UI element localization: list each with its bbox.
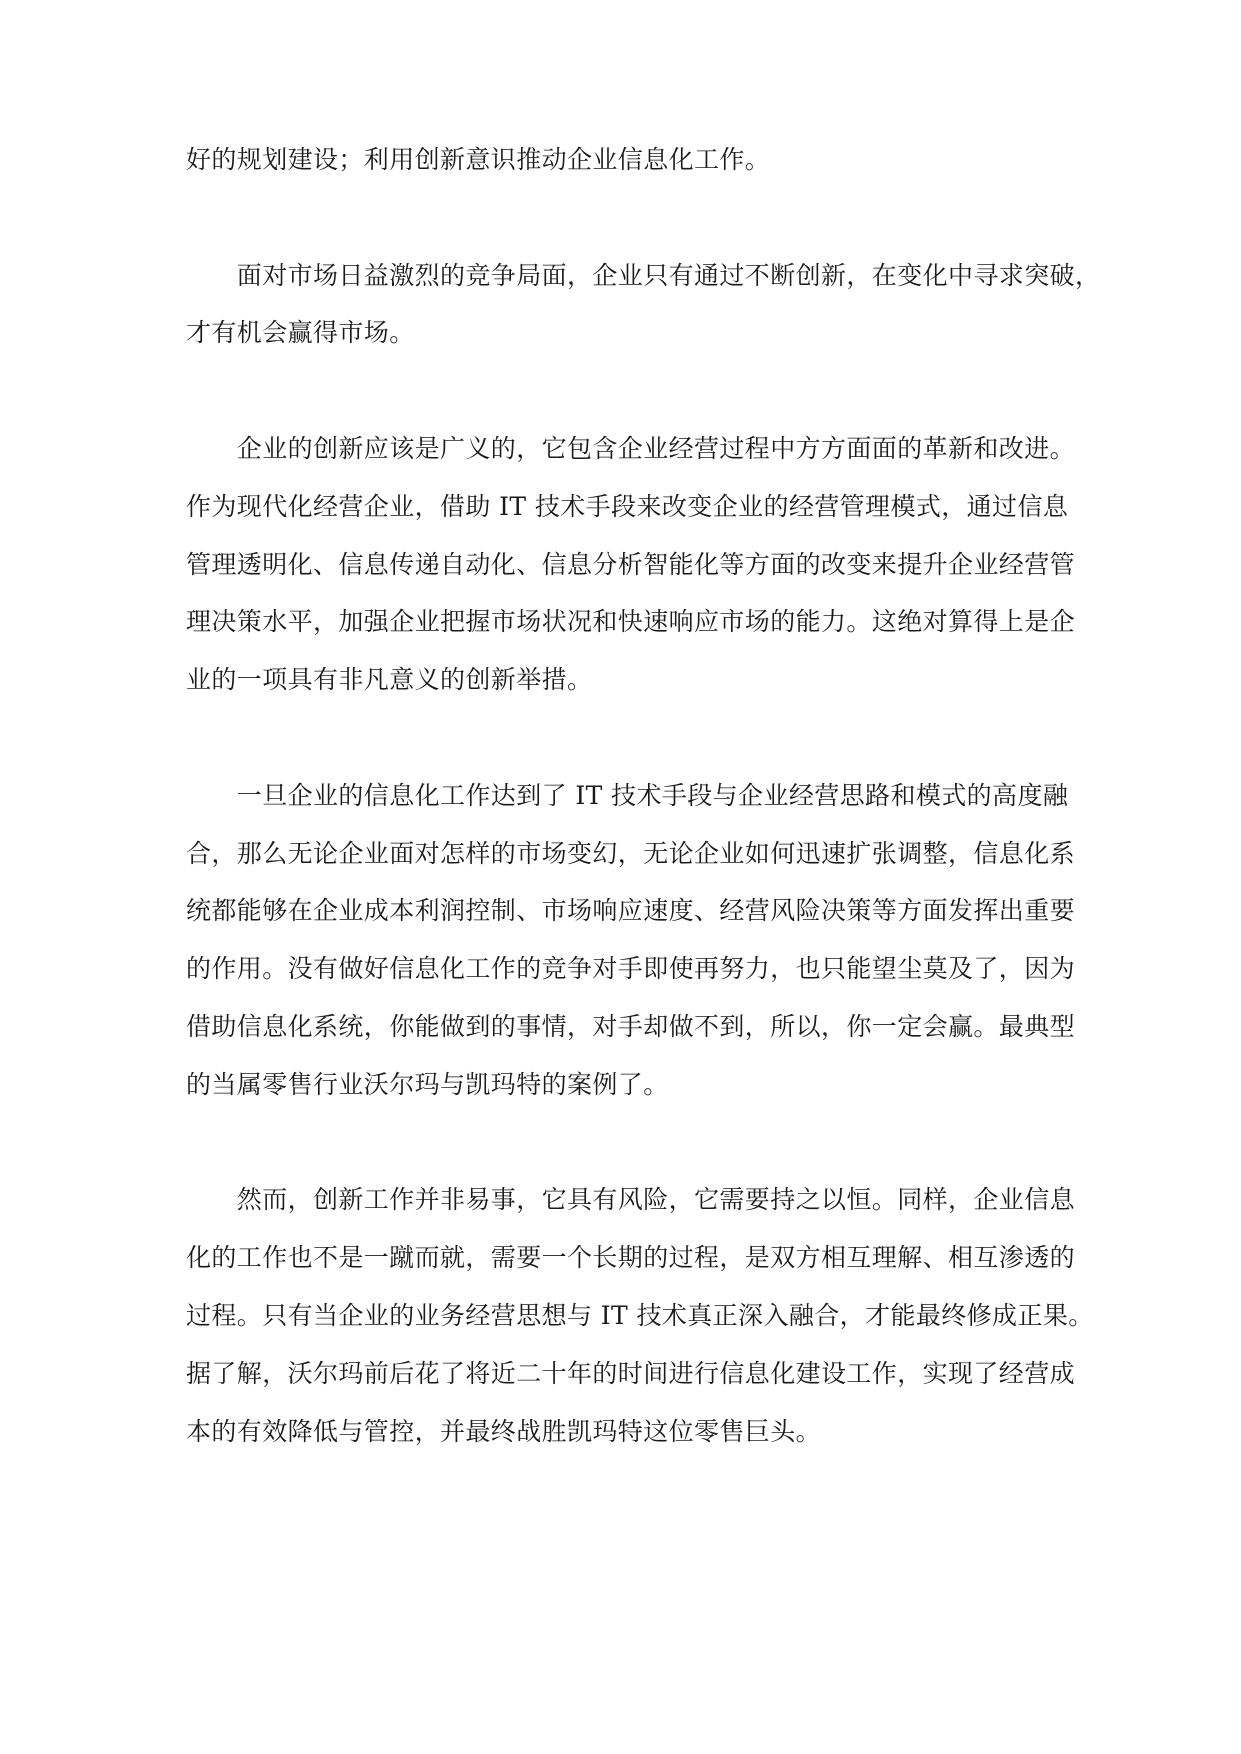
paragraph-gap — [186, 362, 1066, 420]
document-body — [186, 131, 1101, 1460]
text-line: 借助信息化系统，你能做到的事情，对手却做不到，所以，你一定会赢。最典型 — [186, 1011, 1076, 1041]
paragraph-1 — [186, 131, 1066, 189]
text-line: 好的规划建设；利用创新意识推动企业信息化工作。 — [186, 145, 771, 174]
text-line: 面对市场日益激烈的竞争局面，企业只有通过不断创新，在变化中寻求突破， — [186, 260, 1101, 290]
text-line: 据了解，沃尔玛前后花了将近二十年的时间进行信息化建设工作，实现了经营成 — [186, 1358, 1076, 1388]
text-line: 然而，创新工作并非易事，它具有风险，它需要持之以恒。同样，企业信息 — [186, 1185, 1076, 1215]
paragraph-gap — [186, 709, 1066, 767]
paragraph-5 — [186, 1171, 1094, 1460]
paragraph-4 — [186, 767, 1076, 1114]
text-line: 管理透明化、信息传递自动化、信息分析智能化等方面的改变来提升企业经营管 — [186, 549, 1076, 579]
text-line: 统都能够在企业成本利润控制、市场响应速度、经营风险决策等方面发挥出重要 — [186, 896, 1076, 926]
text-line: 的作用。没有做好信息化工作的竞争对手即使再努力，也只能望尘莫及了，因为 — [186, 954, 1076, 984]
text-line: 企业的创新应该是广义的，它包含企业经营过程中方方面面的革新和改进。 — [186, 433, 1076, 463]
text-line: 本的有效降低与管控，并最终战胜凯玛特这位零售巨头。 — [186, 1416, 822, 1446]
paragraph-gap — [186, 189, 1066, 247]
text-line: 的当属零售行业沃尔玛与凯玛特的案例了。 — [186, 1069, 669, 1099]
paragraph-gap — [186, 1114, 1066, 1172]
text-line: 业的一项具有非凡意义的创新举措。 — [186, 665, 593, 695]
text-line: 过程。只有当企业的业务经营思想与 IT 技术真正深入融合，才能最终修成正果。 — [186, 1300, 1094, 1330]
text-line: 理决策水平，加强企业把握市场状况和快速响应市场的能力。这绝对算得上是企 — [186, 607, 1076, 637]
paragraph-3 — [186, 420, 1076, 709]
text-line: 化的工作也不是一蹴而就，需要一个长期的过程，是双方相互理解、相互渗透的 — [186, 1243, 1076, 1273]
paragraph-2 — [186, 247, 1101, 363]
text-line: 一旦企业的信息化工作达到了 IT 技术手段与企业经营思路和模式的高度融 — [186, 780, 1069, 810]
text-line: 作为现代化经营企业，借助 IT 技术手段来改变企业的经营管理模式，通过信息 — [186, 491, 1069, 521]
text-line: 合，那么无论企业面对怎样的市场变幻，无论企业如何迅速扩张调整，信息化系 — [186, 838, 1076, 868]
text-line: 才有机会赢得市场。 — [186, 318, 415, 348]
